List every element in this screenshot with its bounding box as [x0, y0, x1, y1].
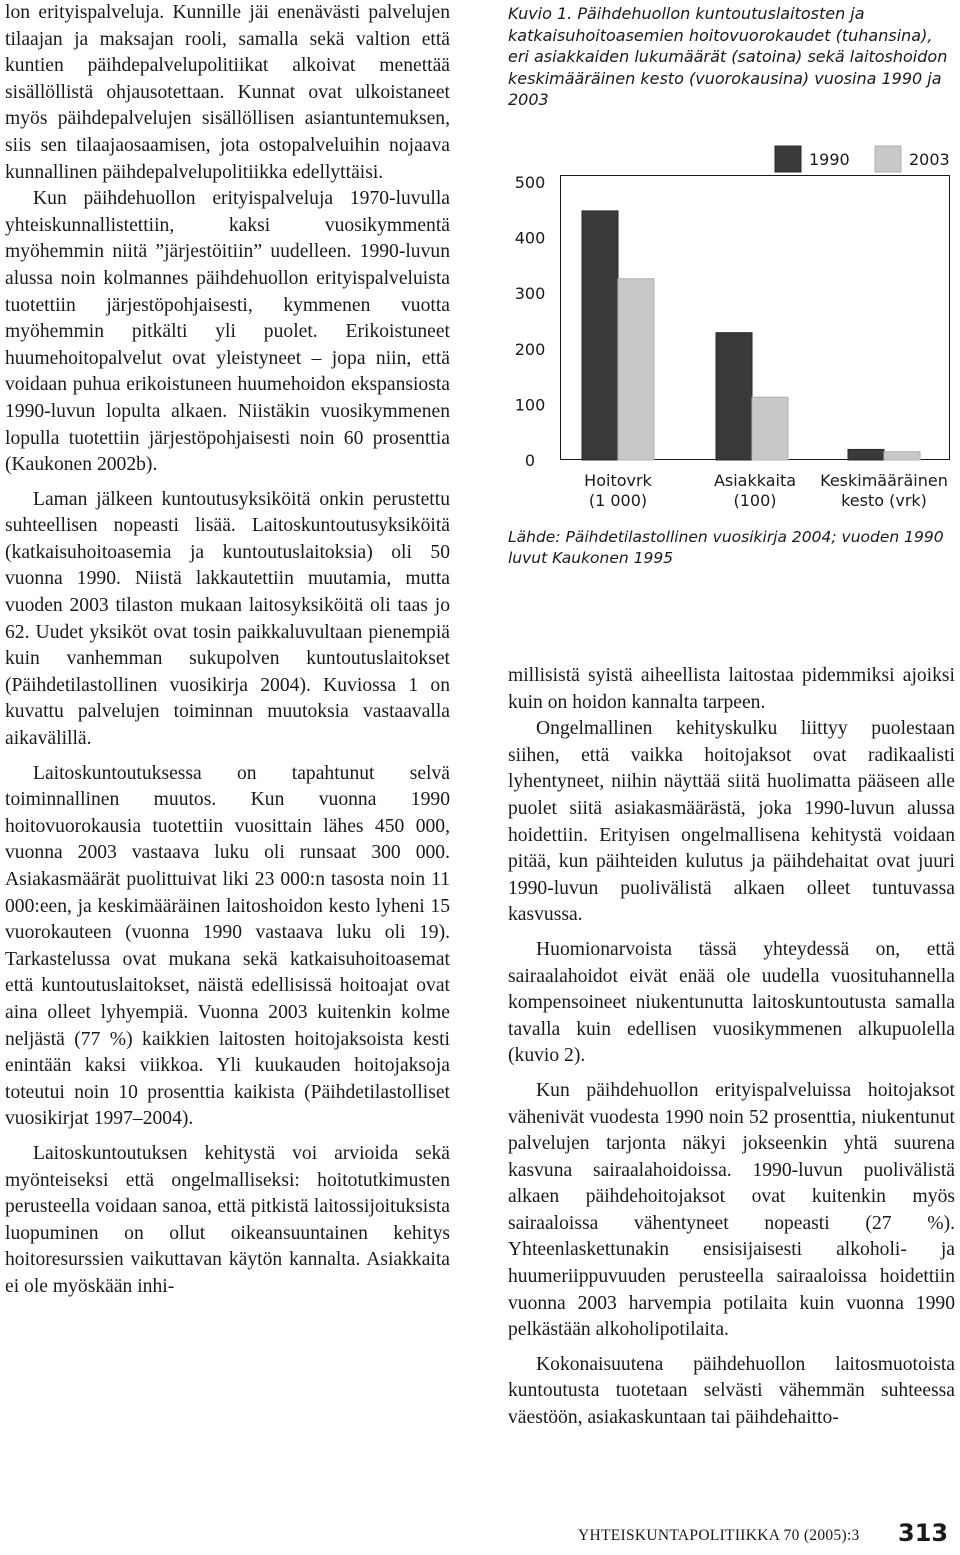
- bar-2003-0: [618, 279, 654, 460]
- paragraph: Ongelmallinen kehityskulku liittyy puolestaan siihen, että vaikka hoitojaksot ovat radikaalisti lyhentyneet, niihin näyttää siitä huolimatta pääseen alle puolet siitä asiakasmäärästä, joka 1990-luvun alussa hoidettiin. Erityisen ongelmallisena kehitystä voidaan pitää, kun päihteiden kulutus ja päihdehaitat ovat juuri 1990-luvun puolivälistä alkaen olleet tuntuvassa kasvussa.: [508, 718, 955, 926]
- page-number: 313: [898, 1519, 949, 1547]
- category-label: Asiakkaita: [713, 471, 797, 490]
- y-tick-label: 200: [514, 339, 546, 359]
- figure-source: Lähde: Päihdetilastollinen vuosikirja 2004; vuoden 1990 luvut Kaukonen 1995: [508, 528, 944, 567]
- paragraph: Huomionarvoista tässä yhteydessä on, että sairaalahoidot eivät enää ole uudella vuosituhannella kompensoineet niukentunutta laitoskuntoutusta samalla tavalla kuin edellisen vuosikymmenen alkupuolella (kuvio 2).: [508, 938, 955, 1067]
- y-tick-label: 0: [524, 451, 536, 470]
- y-tick-label: 500: [514, 173, 546, 192]
- paragraph: lon erityispalveluja. Kunnille jäi enenävästi palvelujen tilaajan ja maksajan rooli, samalla sekä valtion että kuntien päihdepalvelupolitiikat alkoivat menettää sisällöllistä ohjausotettaan. Kunnat ovat ulkoistaneet myös päihdepalvelujen sisällöllisen asiantuntemuksen, siis sen tilaajaosaamisen, jota ostopalveluihin nojaava kunnallinen päihdepalvelupolitiikka edellyttäisi.: [5, 2, 450, 183]
- category-label: (100): [733, 491, 777, 510]
- legend-swatch-2003: [875, 146, 901, 172]
- bar-1990-0: [582, 211, 618, 460]
- y-tick-label: 300: [514, 284, 546, 304]
- legend-swatch-1990: [775, 146, 801, 172]
- bar-1990-2: [848, 449, 884, 460]
- journal-footer: YHTEISKUNTAPOLITIIKKA 70 (2005):3: [578, 1527, 860, 1544]
- category-label: Keskimääräinen: [820, 471, 948, 490]
- bar-chart: [500, 140, 960, 520]
- paragraph: Laitoskuntoutuksen kehitystä voi arvioida sekä myönteiseksi että ongelmalliseksi: hoitotutkimusten perusteella voidaan sanoa, että pitkistä laitossijoituksista luopuminen on ollut oikeansuuntainen kehitys hoitoresurssien vaikuttavan käytön kannalta. Asiakkaita ei ole myöskään inhi-: [5, 1142, 450, 1297]
- paragraph: Kun päihdehuollon erityispalveluja 1970-luvulla yhteiskunnallistettiin, kaksi vuosikymmentä myöhemmin niitä ”järjestöitiin” uudelleen. 1990-luvun alussa noin kolmannes päihdehuollon erityispalveluista tuotettiin järjestöpohjaisesti, kymmenen vuotta myöhemmin pitkälti yli puolet. Erikoistuneet huumehoitopalvelut ovat yleistyneet – jopa niin, että voidaan puhua erikoistuneen huumehoidon ekspansiosta 1990-luvun lopulta alkaen. Niistäkin vuosikymmenen lopulla tuotettiin järjestöpohjaisesti noin 60 prosenttia (Kaukonen 2002b).: [5, 188, 450, 476]
- category-label: (1 000): [588, 491, 648, 510]
- paragraph: Laitoskuntoutuksessa on tapahtunut selvä toiminnallinen muutos. Kun vuonna 1990 hoitovuorokausia tuotettiin vuosittain lähes 450 000, vuonna 2003 vastaava luku oli runsaat 300 000. Asiakasmäärät puolittuivat liki 23 000:n tasosta noin 11 000:een, ja keskimääräinen laitoshoidon kesto lyheni 15 vuorokauteen (vuonna 1990 vastaava luku oli 19). Tarkastelussa ovat mukana sekä katkaisuhoitoasemat että kuntoutuslaitokset, näistä edellisissä hoitoajat ovat aina olleet lyhyempiä. Vuonna 2003 kuitenkin kolme neljästä (77 %) kaikkien laitosten hoitojaksoista kesti enintään kaksi viikkoa. Yli kuukauden hoitojaksoja toteutui noin 10 prosenttia kaikista (Päihdetilastolliset vuosikirjat 1997–2004).: [5, 762, 450, 1130]
- y-tick-label: 400: [514, 228, 546, 248]
- paragraph: Laman jälkeen kuntoutusyksiköitä onkin perustettu suhteellisen nopeasti lisää. Laitoskuntoutusyksiköitä (katkaisuhoitoasemia ja kuntoutuslaitoksia) oli 50 vuonna 1990. Niistä lakkautettiin muutamia, mutta vuoden 2003 tilaston mukaan laitosyksiköitä oli taas jo 62. Uudet yksiköt ovat tosin paikkaluvultaan pienempiä kuin vanhemman sukupolven kuntoutuslaitokset (Päihdetilastollinen vuosikirja 2004). Kuviossa 1 on kuvattu palvelujen toiminnan muutoksia vastaavalla aikavälillä.: [5, 488, 450, 750]
- paragraph: millisistä syistä aiheellista laitostaa pidemmiksi ajoiksi kuin on hoidon kannalta tarpeen.: [508, 665, 955, 713]
- legend-label-2003: 2003: [909, 150, 950, 169]
- legend-label-1990: 1990: [809, 150, 850, 169]
- category-label: kesto (vrk): [841, 491, 927, 510]
- figure-caption: Kuvio 1. Päihdehuollon kuntoutuslaitosten ja katkaisuhoitoasemien hoitovuorokaudet (tuhansina), eri asiakkaiden lukumäärät (satoina) sekä laitoshoidon keskimääräinen kesto (vuorokausina) vuosina 1990 ja 2003: [508, 4, 948, 109]
- paragraph: Kokonaisuutena päihdehuollon laitosmuotoista kuntoutusta tuotetaan selvästi vähemmän suhteessa väestöön, asiakaskuntaan tai päihdehaitto-: [508, 1353, 955, 1429]
- right-text-column: [508, 663, 955, 1432]
- bar-1990-1: [716, 333, 752, 460]
- left-text-column: [5, 0, 450, 1301]
- y-tick-label: 100: [514, 395, 546, 415]
- bar-2003-1: [752, 397, 788, 460]
- paragraph: Kun päihdehuollon erityispalveluissa hoitojaksot vähenivät vuodesta 1990 noin 52 prosenttia, niukentunut palvelujen tarjonta näkyi jokseenkin yhtä suurena kasvuna sairaalahoidoissa. 1990-luvun puolivälistä alkaen päihdehoitojaksot ovat kuitenkin myös sairaaloissa vähentyneet nopeasti (27 %). Yhteenlaskettunakin ensisijaisesti alkoholi- ja huumeriippuvuuden perusteella sairaaloissa hoidettiin vuonna 2003 harvempia potilaita kuin vuonna 1990 pelkästään alkoholipotilaita.: [508, 1079, 955, 1341]
- bar-2003-2: [884, 452, 920, 460]
- category-label: Hoitovrk: [584, 471, 652, 490]
